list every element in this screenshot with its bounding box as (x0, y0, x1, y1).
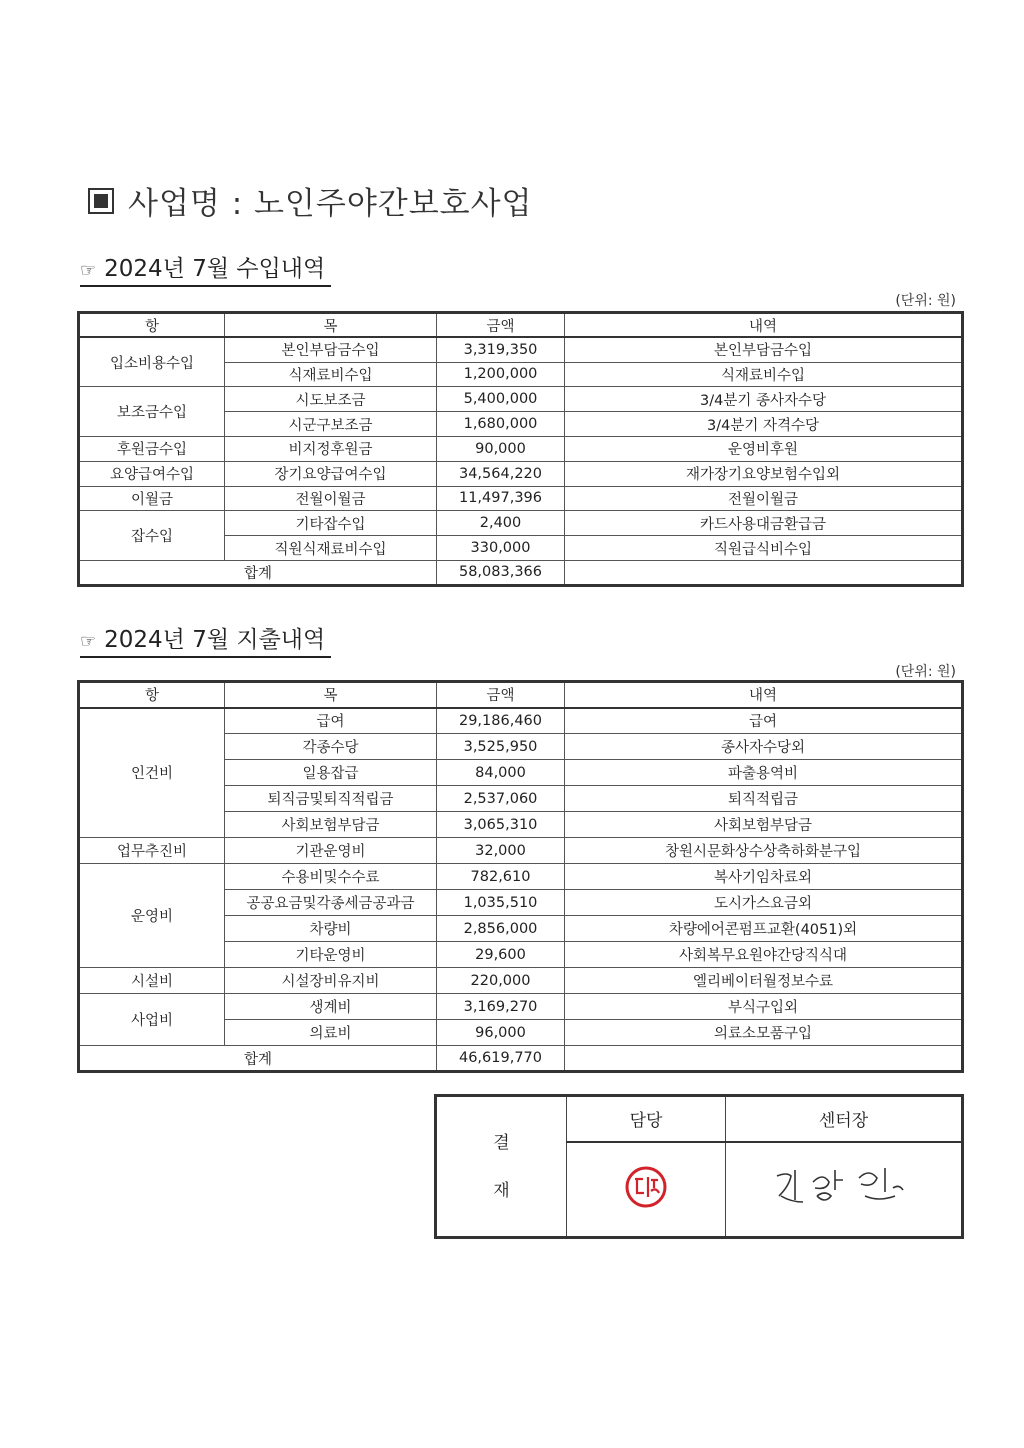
hang-cell: 보조금수입 (79, 387, 225, 437)
amount-cell: 34,564,220 (437, 461, 565, 486)
expense-heading: ☞ 2024년 7월 지출내역 (80, 621, 331, 658)
amount-cell: 3,525,950 (437, 734, 565, 760)
mok-cell: 기관운영비 (225, 838, 437, 864)
mok-cell: 시설장비유지비 (225, 968, 437, 994)
mok-cell: 사회보험부담금 (225, 812, 437, 838)
detail-cell: 도시가스요금외 (565, 890, 963, 916)
mok-cell: 본인부담금수입 (225, 337, 437, 362)
total-label: 합계 (79, 560, 437, 585)
mok-cell: 수용비및수수료 (225, 864, 437, 890)
amount-cell: 1,680,000 (437, 412, 565, 437)
table-row (79, 486, 963, 511)
amount-cell: 1,200,000 (437, 362, 565, 387)
total-detail (565, 1046, 963, 1072)
hang-cell: 이월금 (79, 486, 225, 511)
handwritten-signature (769, 1162, 919, 1212)
table-row (79, 337, 963, 362)
column-header: 목 (225, 682, 437, 708)
amount-cell: 90,000 (437, 436, 565, 461)
expense-unit: (단위: 원) (895, 664, 956, 680)
mok-cell: 일용잡급 (225, 760, 437, 786)
amount-cell: 3,169,270 (437, 994, 565, 1020)
mok-cell: 기타운영비 (225, 942, 437, 968)
director-sign-cell (726, 1142, 963, 1238)
mok-cell: 장기요양급여수입 (225, 461, 437, 486)
column-header: 항 (79, 682, 225, 708)
mok-cell: 직원식재료비수입 (225, 536, 437, 561)
detail-cell: 파출용역비 (565, 760, 963, 786)
income-table (77, 311, 964, 587)
table-row (79, 436, 963, 461)
detail-cell: 운영비후원 (565, 436, 963, 461)
mok-cell: 기타잡수입 (225, 511, 437, 536)
detail-cell: 의료소모품구입 (565, 1020, 963, 1046)
income-unit: (단위: 원) (895, 293, 956, 309)
amount-cell: 29,600 (437, 942, 565, 968)
amount-cell: 3,065,310 (437, 812, 565, 838)
mok-cell: 차량비 (225, 916, 437, 942)
mok-cell: 전월이월금 (225, 486, 437, 511)
amount-cell: 3,319,350 (437, 337, 565, 362)
mok-cell: 비지정후원금 (225, 436, 437, 461)
detail-cell: 퇴직적립금 (565, 786, 963, 812)
mok-cell: 생계비 (225, 994, 437, 1020)
detail-cell: 카드사용대금환급금 (565, 511, 963, 536)
mok-cell: 시군구보조금 (225, 412, 437, 437)
detail-cell: 창원시문화상수상축하화분구입 (565, 838, 963, 864)
amount-cell: 2,537,060 (437, 786, 565, 812)
table-row (79, 511, 963, 536)
approval-col-staff: 담당 (567, 1096, 726, 1142)
hang-cell: 사업비 (79, 994, 225, 1046)
expense-table (77, 680, 964, 1073)
detail-cell: 식재료비수입 (565, 362, 963, 387)
header-row (79, 682, 963, 708)
detail-cell: 3/4분기 종사자수당 (565, 387, 963, 412)
table-row (79, 708, 963, 734)
column-header: 금액 (437, 682, 565, 708)
staff-stamp-cell (567, 1142, 726, 1238)
mok-cell: 공공요금및각종세금공과금 (225, 890, 437, 916)
pointing-hand-icon: ☞ (80, 260, 97, 281)
detail-cell: 종사자수당외 (565, 734, 963, 760)
amount-cell: 96,000 (437, 1020, 565, 1046)
detail-cell: 직원급식비수입 (565, 536, 963, 561)
amount-cell: 2,856,000 (437, 916, 565, 942)
amount-cell: 11,497,396 (437, 486, 565, 511)
detail-cell: 엘리베이터월정보수료 (565, 968, 963, 994)
approval-label: 결 재 (436, 1096, 567, 1238)
total-amount: 46,619,770 (437, 1046, 565, 1072)
hang-cell: 후원금수입 (79, 436, 225, 461)
page-title (88, 178, 533, 223)
amount-cell: 782,610 (437, 864, 565, 890)
amount-cell: 29,186,460 (437, 708, 565, 734)
detail-cell: 전월이월금 (565, 486, 963, 511)
table-row (79, 838, 963, 864)
total-detail (565, 560, 963, 585)
column-header: 내역 (565, 313, 963, 338)
table-row (79, 864, 963, 890)
total-row (79, 1046, 963, 1072)
amount-cell: 32,000 (437, 838, 565, 864)
amount-cell: 1,035,510 (437, 890, 565, 916)
amount-cell: 330,000 (437, 536, 565, 561)
detail-cell: 재가장기요양보험수입외 (565, 461, 963, 486)
hang-cell: 인건비 (79, 708, 225, 838)
hang-cell: 입소비용수입 (79, 337, 225, 387)
column-header: 금액 (437, 313, 565, 338)
amount-cell: 2,400 (437, 511, 565, 536)
total-amount: 58,083,366 (437, 560, 565, 585)
detail-cell: 사회복무요원야간당직식대 (565, 942, 963, 968)
detail-cell: 복사기임차료외 (565, 864, 963, 890)
approval-box (434, 1094, 964, 1239)
mok-cell: 시도보조금 (225, 387, 437, 412)
total-row (79, 560, 963, 585)
detail-cell: 부식구입외 (565, 994, 963, 1020)
amount-cell: 84,000 (437, 760, 565, 786)
income-heading: ☞ 2024년 7월 수입내역 (80, 250, 331, 287)
mok-cell: 퇴직금및퇴직적립금 (225, 786, 437, 812)
mok-cell: 의료비 (225, 1020, 437, 1046)
hang-cell: 업무추진비 (79, 838, 225, 864)
header-row (79, 313, 963, 338)
detail-cell: 사회보험부담금 (565, 812, 963, 838)
detail-cell: 차량에어콘펌프교환(4051)외 (565, 916, 963, 942)
detail-cell: 본인부담금수입 (565, 337, 963, 362)
amount-cell: 5,400,000 (437, 387, 565, 412)
detail-cell: 급여 (565, 708, 963, 734)
mok-cell: 각종수당 (225, 734, 437, 760)
amount-cell: 220,000 (437, 968, 565, 994)
square-bullet-icon (88, 188, 114, 214)
table-row (79, 387, 963, 412)
table-row (79, 461, 963, 486)
approval-col-director: 센터장 (726, 1096, 963, 1142)
hang-cell: 운영비 (79, 864, 225, 968)
mok-cell: 급여 (225, 708, 437, 734)
page-title-text: 사업명 : 노인주야간보호사업 (128, 186, 533, 222)
detail-cell: 3/4분기 자격수당 (565, 412, 963, 437)
column-header: 목 (225, 313, 437, 338)
seal-stamp-icon (624, 1165, 668, 1209)
table-row (79, 994, 963, 1020)
hang-cell: 요양급여수입 (79, 461, 225, 486)
total-label: 합계 (79, 1046, 437, 1072)
hang-cell: 잡수입 (79, 511, 225, 561)
table-row (79, 968, 963, 994)
mok-cell: 식재료비수입 (225, 362, 437, 387)
hang-cell: 시설비 (79, 968, 225, 994)
column-header: 내역 (565, 682, 963, 708)
column-header: 항 (79, 313, 225, 338)
pointing-hand-icon: ☞ (80, 631, 97, 652)
